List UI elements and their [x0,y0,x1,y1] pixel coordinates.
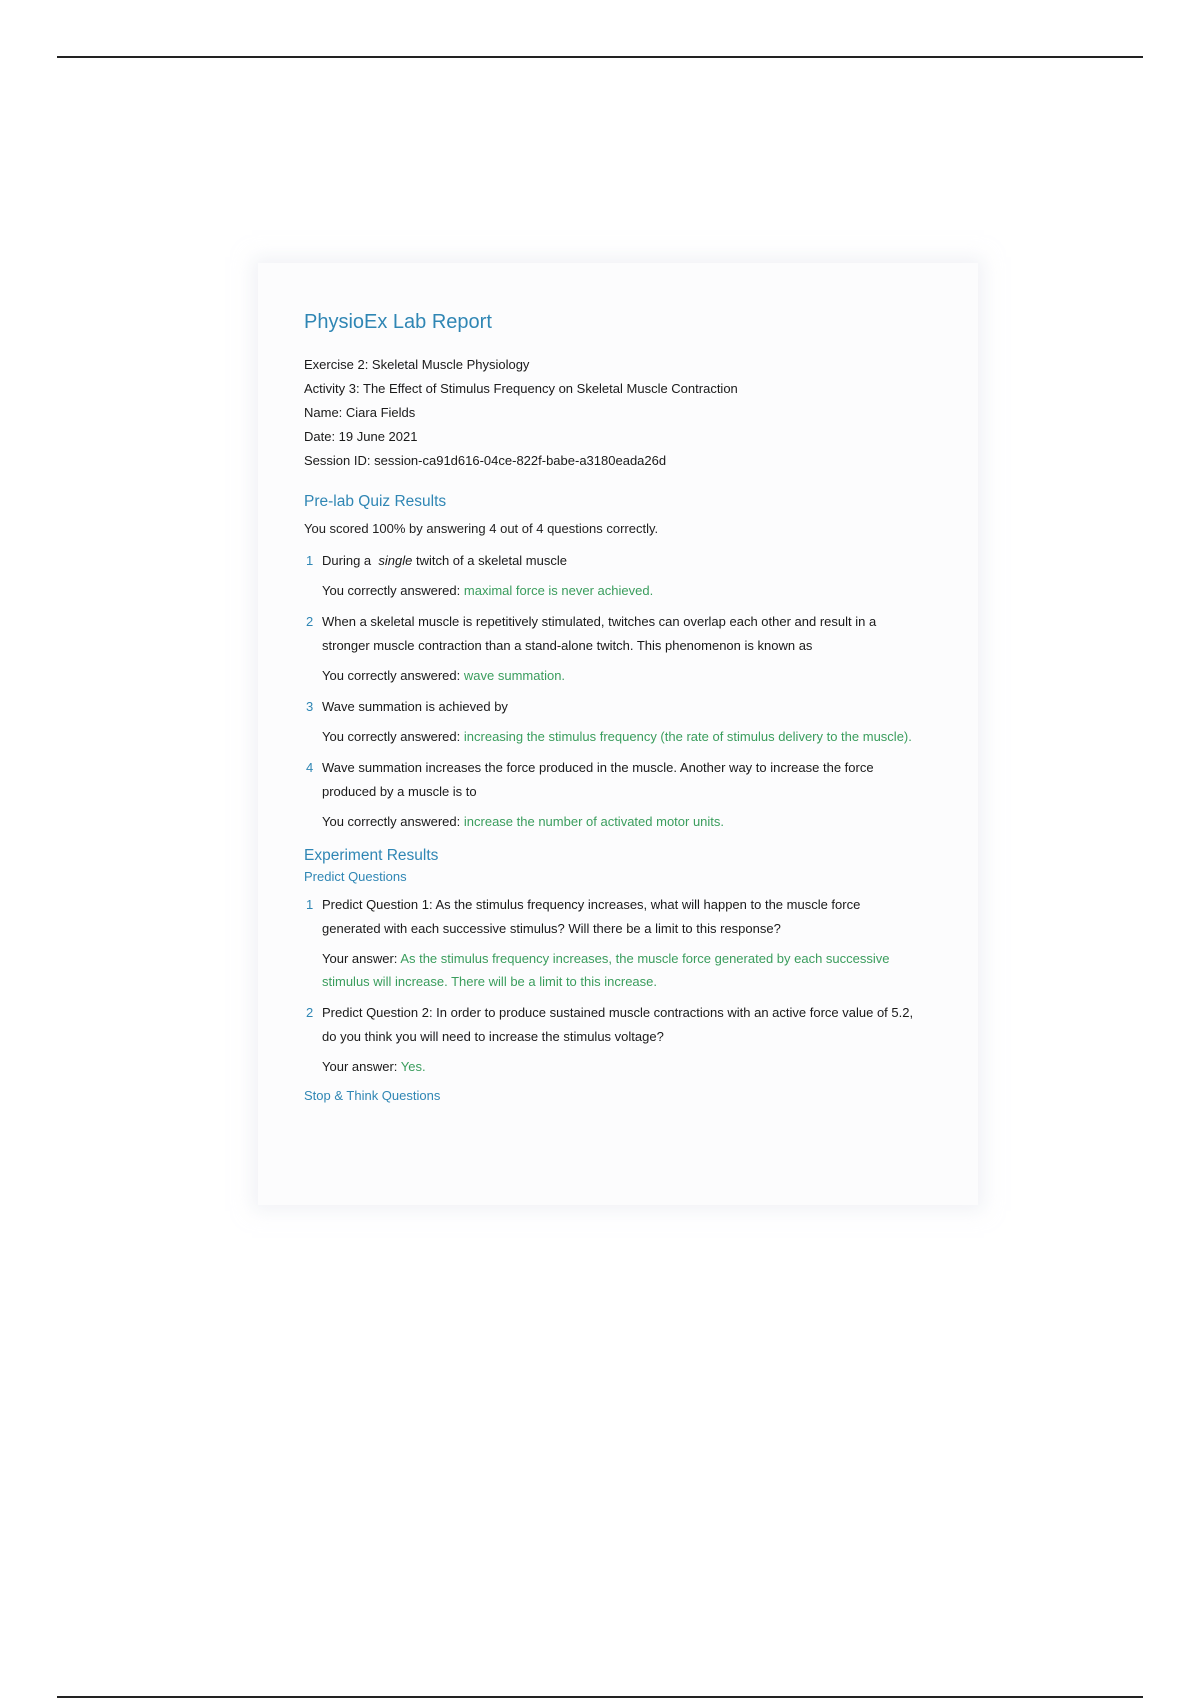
name-line: Name: Ciara Fields [304,405,416,420]
answer-line [322,1055,914,1078]
answer-value: As the stimulus frequency increases, the muscle force generated by each successive stimulus will increase. There will be a limit to this increase. [322,951,890,989]
prelab-question [304,695,914,748]
answer-line [322,810,914,833]
question-text: Wave summation increases the force produced in the muscle. Another way to increase the force produced by a muscle is to [322,760,874,799]
question-number: 3 [306,699,314,714]
question-text-end: twitch of a skeletal muscle [415,553,567,568]
bottom-divider [57,1696,1143,1698]
activity-line: Activity 3: The Effect of Stimulus Frequency on Skeletal Muscle Contraction [304,381,738,396]
experiment-heading: Experiment Results [304,847,439,864]
answer-prefix: You correctly answered: [322,668,461,683]
top-divider [57,56,1143,58]
predict-question [304,893,914,993]
question-number: 2 [306,614,314,629]
answer-value: wave summation. [463,668,566,683]
question-text-start: During a [322,553,372,568]
answer-prefix: Your answer: [322,1059,398,1074]
predict-heading: Predict Questions [304,869,407,884]
question-text: Wave summation is achieved by [322,699,508,714]
answer-line [322,947,914,993]
question-number: 1 [306,553,314,568]
question-text: Predict Question 2: In order to produce sustained muscle contractions with an active force value of 5.2, do you think you will need to increase the stimulus voltage? [322,1005,914,1044]
answer-value: maximal force is never achieved. [463,583,654,598]
prelab-question [304,756,914,833]
prelab-heading: Pre-lab Quiz Results [304,493,447,510]
answer-prefix: You correctly answered: [322,814,461,829]
question-number: 2 [306,1005,314,1020]
date-line: Date: 19 June 2021 [304,429,418,444]
question-number: 1 [306,897,314,912]
report-title: PhysioEx Lab Report [304,311,492,333]
question-text-emphasis: single [378,553,413,568]
session-line: Session ID: session-ca91d616-04ce-822f-babe-a3180eada26d [304,453,667,468]
question-text [322,549,914,573]
prelab-score: You scored 100% by answering 4 out of 4 questions correctly. [304,521,659,536]
report-content [304,308,914,1106]
question-text: When a skeletal muscle is repetitively stimulated, twitches can overlap each other and result in a stronger muscle contraction than a stand-alone twitch. This phenomenon is known as [322,614,877,653]
prelab-question [304,549,914,602]
answer-prefix: Your answer: [322,951,398,966]
answer-line [322,664,914,687]
exercise-line: Exercise 2: Skeletal Muscle Physiology [304,357,530,372]
answer-value: increasing the stimulus frequency (the rate of stimulus delivery to the muscle). [463,729,912,744]
answer-line [322,725,914,748]
prelab-question [304,610,914,687]
answer-line [322,579,914,602]
stop-think-heading: Stop & Think Questions [304,1088,441,1103]
predict-question [304,1001,914,1078]
answer-value: Yes. [400,1059,426,1074]
question-number: 4 [306,760,314,775]
question-text: Predict Question 1: As the stimulus frequency increases, what will happen to the muscle force generated with each successive stimulus? Will there be a limit to this response? [322,897,861,936]
answer-prefix: You correctly answered: [322,729,461,744]
answer-value: increase the number of activated motor units. [463,814,725,829]
answer-prefix: You correctly answered: [322,583,461,598]
